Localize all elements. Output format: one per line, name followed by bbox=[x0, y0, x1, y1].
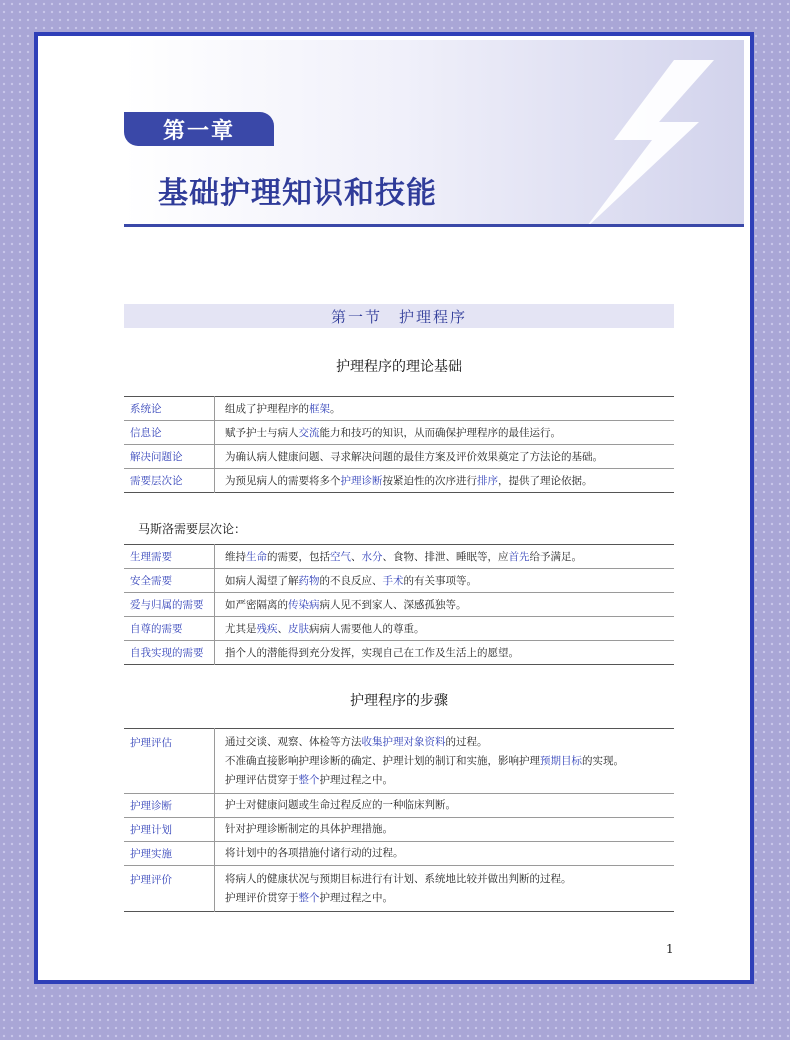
header-rule bbox=[124, 224, 744, 227]
text-segment: 不准确直接影响护理诊断的确定、护理计划的制订和实施，影响护理 bbox=[225, 754, 540, 767]
row-key: 护理评价 bbox=[124, 866, 215, 912]
text-segment: 组成了护理程序的 bbox=[225, 402, 309, 415]
text-segment: 针对护理诊断制定的具体护理措施。 bbox=[225, 823, 393, 835]
text-segment: 护理过程之中。 bbox=[319, 891, 393, 904]
highlight-term: 水分 bbox=[361, 550, 383, 563]
row-value bbox=[215, 818, 675, 842]
row-key: 安全需要 bbox=[124, 569, 215, 593]
text-segment: 。 bbox=[330, 402, 341, 415]
value-line bbox=[225, 844, 668, 863]
lightning-bolt-icon bbox=[524, 40, 744, 227]
text-segment: 给予满足。 bbox=[529, 550, 582, 563]
text-segment: 的有关事项等。 bbox=[403, 574, 477, 587]
table-row bbox=[124, 421, 674, 445]
text-segment: 维持 bbox=[225, 550, 246, 563]
row-value bbox=[215, 729, 675, 794]
highlight-term: 药物 bbox=[298, 574, 320, 587]
row-value bbox=[215, 469, 675, 493]
maslow-table bbox=[124, 544, 674, 665]
chapter-tag: 第一章 bbox=[124, 112, 274, 146]
text-segment: 护理评估贯穿于 bbox=[225, 773, 299, 786]
table-row bbox=[124, 729, 674, 794]
text-segment: 的不良反应、 bbox=[319, 574, 383, 587]
highlight-term: 空气 bbox=[330, 550, 351, 563]
row-key: 护理诊断 bbox=[124, 794, 215, 818]
text-segment: 的实现。 bbox=[582, 754, 624, 767]
row-key: 护理实施 bbox=[124, 842, 215, 866]
text-segment: 、 bbox=[277, 622, 288, 635]
row-value bbox=[215, 421, 675, 445]
value-line bbox=[225, 889, 668, 908]
row-key: 自我实现的需要 bbox=[124, 641, 215, 665]
row-key: 生理需要 bbox=[124, 545, 215, 569]
text-segment: 尤其是 bbox=[225, 622, 257, 635]
table-row bbox=[124, 445, 674, 469]
table-row bbox=[124, 617, 674, 641]
row-key: 护理评估 bbox=[124, 729, 215, 794]
highlight-term: 生命 bbox=[246, 550, 267, 563]
row-key: 解决问题论 bbox=[124, 445, 215, 469]
text-segment: 能力和技巧的知识，从而确保护理程序的最佳运行。 bbox=[319, 426, 561, 439]
highlight-term: 首先 bbox=[508, 550, 530, 563]
highlight-term: 皮肤 bbox=[288, 622, 309, 635]
table-row bbox=[124, 545, 674, 569]
value-line bbox=[225, 870, 668, 889]
row-value bbox=[215, 545, 675, 569]
page bbox=[38, 36, 750, 980]
table-row bbox=[124, 842, 674, 866]
text-segment: 通过交谈、观察、体检等方法 bbox=[225, 735, 362, 748]
text-segment: 为预见病人的需要将多个 bbox=[225, 474, 341, 487]
row-key: 需要层次论 bbox=[124, 469, 215, 493]
table-row bbox=[124, 593, 674, 617]
text-segment: 的过程。 bbox=[445, 735, 488, 748]
text-segment: 、食物、排泄、睡眠等，应 bbox=[382, 550, 509, 563]
text-segment: 为确认病人健康问题、寻求解决问题的最佳方案及评价效果奠定了方法论的基础。 bbox=[225, 450, 603, 463]
table-row bbox=[124, 866, 674, 912]
row-value bbox=[215, 842, 675, 866]
row-key: 护理计划 bbox=[124, 818, 215, 842]
value-line bbox=[225, 796, 668, 815]
row-key: 自尊的需要 bbox=[124, 617, 215, 641]
text-segment: 的需要，包括 bbox=[267, 550, 330, 563]
steps-table bbox=[124, 728, 674, 912]
text-segment: 如严密隔离的 bbox=[225, 598, 288, 611]
table-row bbox=[124, 397, 674, 421]
table-row bbox=[124, 469, 674, 493]
page-number: 1 bbox=[666, 942, 674, 956]
highlight-term: 手术 bbox=[382, 574, 404, 587]
highlight-term: 预期目标 bbox=[540, 754, 582, 767]
row-value bbox=[215, 569, 675, 593]
steps-title: 护理程序的步骤 bbox=[350, 693, 448, 709]
highlight-term: 传染病 bbox=[288, 598, 320, 611]
highlight-term: 整个 bbox=[298, 773, 320, 786]
highlight-term: 排序 bbox=[477, 474, 498, 487]
table-row bbox=[124, 818, 674, 842]
highlight-term: 护理诊断 bbox=[340, 474, 383, 487]
text-segment: 赋予护士与病人 bbox=[225, 426, 299, 439]
highlight-term: 整个 bbox=[298, 891, 320, 904]
highlight-term: 交流 bbox=[298, 426, 320, 439]
table-row bbox=[124, 641, 674, 665]
row-value bbox=[215, 794, 675, 818]
row-value bbox=[215, 397, 675, 421]
row-value bbox=[215, 445, 675, 469]
highlight-term: 收集护理对象资料 bbox=[361, 735, 446, 748]
value-line bbox=[225, 771, 668, 790]
text-segment: 按紧迫性的次序进行 bbox=[382, 474, 477, 487]
maslow-title: 马斯洛需要层次论： bbox=[138, 522, 247, 536]
highlight-term: 残疾 bbox=[256, 622, 278, 635]
text-segment: 指个人的潜能得到充分发挥，实现自己在工作及生活上的愿望。 bbox=[225, 646, 519, 659]
highlight-term: 框架 bbox=[309, 402, 330, 415]
row-key: 信息论 bbox=[124, 421, 215, 445]
text-segment: 将计划中的各项措施付诸行动的过程。 bbox=[225, 847, 404, 859]
table-row bbox=[124, 569, 674, 593]
row-key: 爱与归属的需要 bbox=[124, 593, 215, 617]
text-segment: 病病人需要他人的尊重。 bbox=[309, 622, 425, 635]
text-segment: 如病人渴望了解 bbox=[225, 574, 299, 587]
section-title: 第一节 护理程序 bbox=[124, 304, 674, 328]
page-frame bbox=[34, 32, 754, 984]
value-line bbox=[225, 752, 668, 771]
text-segment: 护士对健康问题或生命过程反应的一种临床判断。 bbox=[225, 799, 456, 811]
text-segment: 护理评价贯穿于 bbox=[225, 891, 299, 904]
text-segment: 将病人的健康状况与预期目标进行有计划、系统地比较并做出判断的过程。 bbox=[225, 872, 572, 885]
row-value bbox=[215, 617, 675, 641]
text-segment: ，提供了理论依据。 bbox=[498, 474, 593, 487]
text-segment: 护理过程之中。 bbox=[319, 773, 393, 786]
theory-table bbox=[124, 396, 674, 493]
value-line bbox=[225, 820, 668, 839]
row-value bbox=[215, 593, 675, 617]
chapter-title: 基础护理知识和技能 bbox=[158, 176, 437, 211]
text-segment: 、 bbox=[351, 550, 362, 563]
row-key: 系统论 bbox=[124, 397, 215, 421]
text-segment: 病人见不到家人、深感孤独等。 bbox=[319, 598, 467, 611]
row-value bbox=[215, 641, 675, 665]
value-line bbox=[225, 733, 668, 752]
theory-title: 护理程序的理论基础 bbox=[336, 359, 462, 375]
table-row bbox=[124, 794, 674, 818]
row-value bbox=[215, 866, 675, 912]
